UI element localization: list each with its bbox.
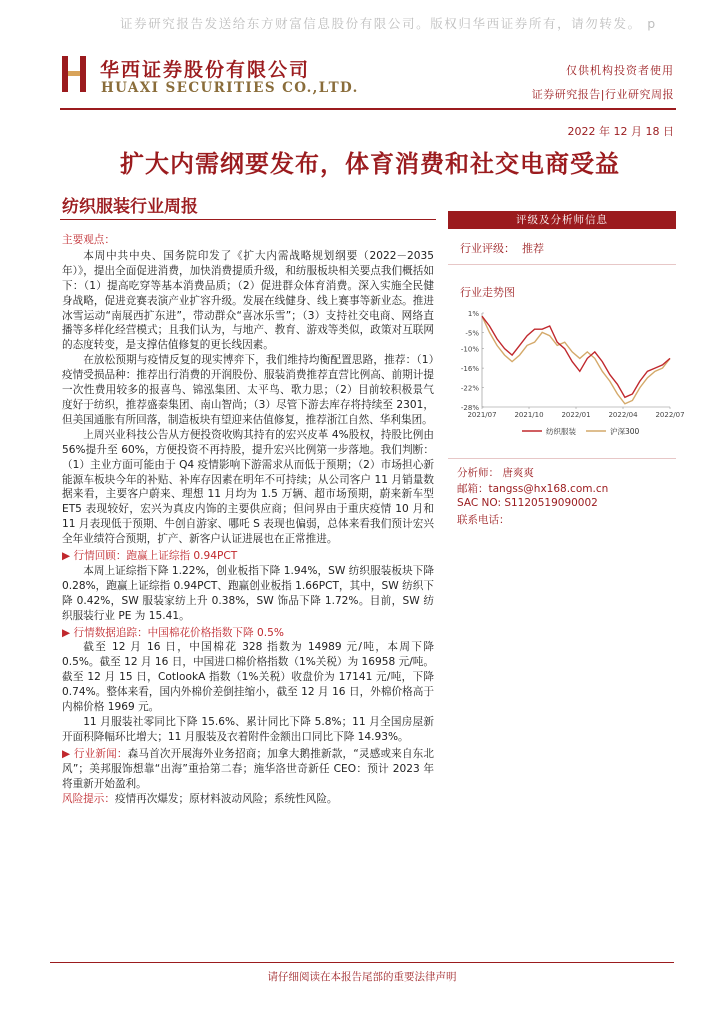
sidebar-divider xyxy=(448,264,676,265)
y-tick-label: 1% xyxy=(467,310,479,318)
section-label: 主要观点： xyxy=(62,234,115,246)
risk-warning xyxy=(62,792,434,807)
x-tick-label: 2022/01 xyxy=(561,411,591,419)
analyst-label: 分析师： xyxy=(457,467,499,479)
bullet-label: 行情回顾：跑赢上证综指 0.94PCT xyxy=(73,550,238,563)
email-link[interactable]: tangss@hx168.com.cn xyxy=(488,483,609,495)
x-tick-label: 2022/04 xyxy=(608,411,638,419)
bullet-market-review xyxy=(62,549,434,564)
legal-footer: 请仔细阅读在本报告尾部的重要法律声明 xyxy=(267,971,457,983)
watermark: 证券研究报告发送给东方财富信息股份有限公司。版权归华西证券所有，请勿转发。 p xyxy=(120,16,657,31)
sac-number: SAC NO: S1120519090002 xyxy=(457,497,598,509)
sidebar-header: 评级及分析师信息 xyxy=(448,211,676,229)
analyst-line xyxy=(457,465,534,480)
report-date: 2022 年 12 月 18 日 xyxy=(567,125,674,138)
rating-value: 推荐 xyxy=(522,242,544,255)
market-review-text: 本周上证综指下降 1.22%，创业板指下降 1.94%，SW 纺织服装板块下降 0.28%，跑赢上证综指 0.94PCT、跑赢创业板指 1.66PCT，其中，SW 纺织下降 0.42%，SW 服装家纺上升 0.38%，SW 饰品下降 1.72%。目前，SW 纺织服装行业 PE 为 15.41。 xyxy=(62,564,434,622)
y-tick-label: -28% xyxy=(460,404,479,412)
y-tick-label: -22% xyxy=(460,384,479,393)
y-tick-label: -10% xyxy=(460,345,479,354)
analyst-name: 唐爽爽 xyxy=(502,467,534,479)
paragraph-2: 在放松预期与疫情反复的现实博弈下，我们维持均衡配置思路，推荐：（1）疫情受损品种：推荐出行消费的开润股份、服装消费推荐直营比例高、前期计提一次性费用较多的报喜鸟、锦泓集团、太平鸟、歌力思；（2）目前较积极景气度好于纺织，推荐盛泰集团、南山智尚；（3）尽管下游去库存将持续至 2301，但美国通胀有所回落，制造板块有望迎来估值修复，推荐浙江自然、华利集团。 xyxy=(62,354,434,426)
bullet-industry-news xyxy=(62,747,434,792)
main-content xyxy=(62,233,434,806)
y-tick-label: -16% xyxy=(460,365,479,374)
bullet-icon: ▶ xyxy=(62,550,74,563)
report-title: 扩大内需纲要发布，体育消费和社交电商受益 xyxy=(120,149,620,178)
bullet-label: 行情数据追踪：中国棉花价格指数下降 0.5% xyxy=(73,626,284,639)
company-logo-icon xyxy=(60,56,90,92)
report-subtitle: 纺织服装行业周报 xyxy=(62,197,198,217)
sidebar-divider xyxy=(448,458,676,459)
company-name-cn: 华西证券股份有限公司 xyxy=(100,59,311,81)
risk-text: 疫情再次爆发；原材料波动风险；系统性风险。 xyxy=(114,792,338,805)
data-tracking-text-2: 11 月服装社零同比下降 15.6%、累计同比下降 5.8%；11 月全国房屋新开面积降幅环比增大；11 月服装及衣着附件金额出口同比下降 14.93%。 xyxy=(62,716,434,743)
paragraph-1: 本周中共中央、国务院印发了《扩大内需战略规划纲要（2022－2035 年）》，提出全面促进消费，加快消费提质升级，和纺服板块相关要点我们概括如下：（1）提高吃穿等基本消费品质；（2）促进群众体育消费。深入实施全民健身战略，促进竞赛表演产业扩容升级。发展在线健身、线上赛事等新业态。推进冰雪运动“南展西扩东进”，带动群众“喜冰乐雪”；（3）支持社交电商、网络直播等多样化经营模式；且我们认为，与地产、教育、游戏等类似，政策对互联网的态度转变，是支撑估值修复的更长线因素。 xyxy=(62,249,434,352)
email-line xyxy=(457,481,608,496)
y-tick-label: -5% xyxy=(465,329,479,338)
company-name-en: HUAXI SECURITIES CO.,LTD. xyxy=(101,80,359,96)
bullet-data-tracking xyxy=(62,626,434,641)
footer-divider xyxy=(50,962,674,963)
audience-note: 仅供机构投资者使用 xyxy=(566,64,674,77)
bullet-icon: ▶ xyxy=(62,747,74,760)
paragraph-3: 上周兴业科技公告从方便投资收购其持有的宏兴皮革 4%股权，持股比例由 56%提升至 60%，方便投资不再持股，提升宏兴比例第一步落地。我们判断：（1）主业方面可能由于 Q4 疫情影响下游需求从而低于预期；（2）市场担心新能源车板块今年的补贴、补库存因素在明年不可持续；从公司客户 11 月销量数据来看，主要客户蔚来、理想 11 月均为 1.5 万辆、超市场预期，蔚来新车型 ET5 表现较好，宏兴为真皮内饰的主要供应商；但问界由于重庆疫情 10 月和 11 月表现低于预期、牛创自游家、哪吒 S 表现也偏弱，总体来看我们预计宏兴全年业绩符合预期，扩产、新客户认证进展也在正常推进。 xyxy=(62,428,434,546)
x-tick-label: 2022/07 xyxy=(655,411,685,419)
subtitle-divider xyxy=(60,219,436,220)
legend-label: 沪深300 xyxy=(610,427,640,436)
rating-label: 行业评级： xyxy=(460,242,515,255)
industry-news-text: 森马首次开展海外业务招商；加拿大鹅推新款，“灵感或来自东北风”；美邦服饰想靠“出海”重拾第二春；施华洛世奇新任 CEO：预计 2023 年将重新开始盈利。 xyxy=(62,747,435,790)
bullet-label: 行业新闻： xyxy=(73,747,128,760)
email-label: 邮箱： xyxy=(457,483,489,495)
series-line-hs300 xyxy=(482,316,670,404)
x-tick-label: 2021/10 xyxy=(514,411,544,419)
risk-label: 风险提示： xyxy=(62,792,115,805)
contact-phone: 联系电话： xyxy=(457,514,510,526)
industry-rating xyxy=(460,240,544,256)
data-tracking-text-1: 截至 12 月 16 日，中国棉花 328 指数为 14989 元/吨，本周下降 0.5%。截至 12 月 16 日，中国进口棉价格指数（1%关税）为 16958 元/吨。截至 12 月 15 日，CotlookA 指数（1%关税）收盘价为 17141 元/吨，下降 0.74%。整体来看，国内外棉价差倒挂缩小，截至 12 月 16 日，外棉价格高于内棉价格 1969 元。 xyxy=(62,641,434,714)
legend-label: 纺织服装 xyxy=(546,427,576,436)
report-category: 证券研究报告|行业研究周报 xyxy=(531,88,674,101)
trend-chart-title: 行业走势图 xyxy=(460,286,515,299)
trend-chart xyxy=(452,305,685,453)
bullet-icon: ▶ xyxy=(62,626,74,639)
x-tick-label: 2021/07 xyxy=(467,411,497,419)
header-divider xyxy=(60,108,676,110)
